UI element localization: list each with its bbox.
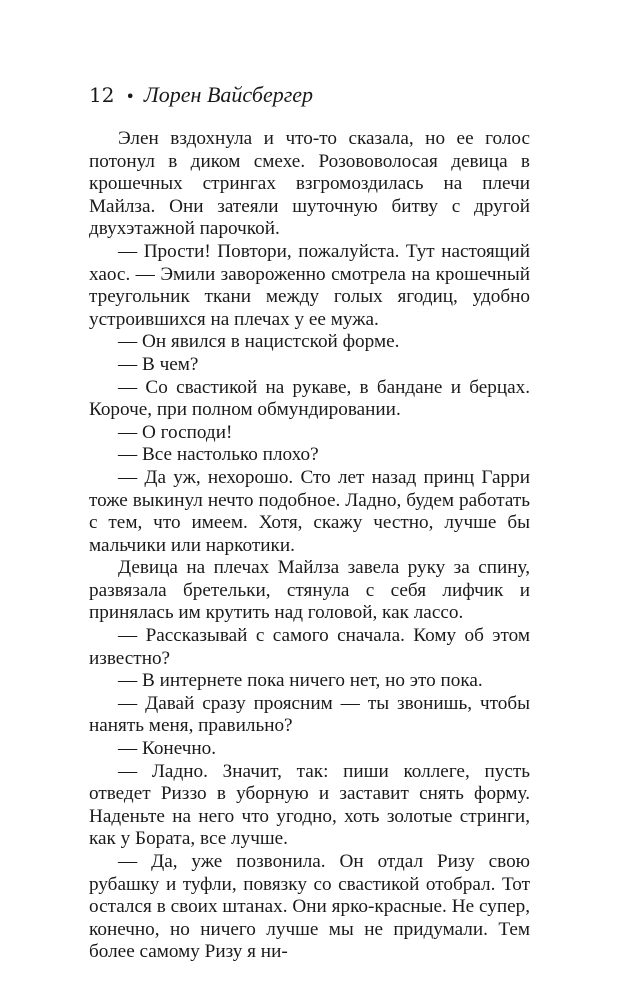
paragraph: — О господи! (118, 421, 233, 443)
body-text (89, 128, 530, 964)
paragraph: — Рассказывай с самого сначала. Кому об этом известно? (89, 625, 530, 669)
page-number: 12 (89, 83, 115, 107)
paragraph: — Ладно. Значит, так: пиши коллеге, пусть отведет Риззо в уборную и заставит снять форму. Наденьте на него что угодно, хоть золотые стринги, как у Бората, все лучше. (89, 760, 530, 850)
paragraph: Элен вздохнула и что-то сказала, но ее голос потонул в диком смехе. Розововолосая девица в крошечных стрингах взгромоздилась на плечи Майлза. Они затеяли шуточную битву с другой двухэтажной парочкой. (89, 128, 530, 240)
paragraph: — Со свастикой на рукаве, в бандане и берцах. Короче, при полном обмундировании. (89, 376, 530, 421)
paragraph: — Давай сразу проясним — ты звонишь, чтобы нанять меня, правильно? (89, 692, 530, 737)
running-header (89, 80, 549, 110)
header-separator: • (125, 87, 135, 106)
paragraph: — Да, уже позвонила. Он отдал Ризу свою рубашку и туфли, повязку со свастикой отобрал. Тот остался в своих штанах. Они ярко-красные. Не супер, конечно, но ничего лучше мы не придумали. Тем более самому Ризу я ни- (89, 851, 530, 963)
paragraph: — Да уж, нехорошо. Сто лет назад принц Гарри тоже выкинул нечто подобное. Ладно, будем работать с тем, что имеем. Хотя, скажу честно, лучше бы мальчики или наркотики. (89, 466, 530, 556)
paragraph: — Он явился в нацистской форме. (118, 331, 400, 353)
paragraph: — Все настолько плохо? (118, 444, 319, 466)
header-author: Лорен Вайсбергер (143, 82, 314, 107)
paragraph: — В чем? (118, 353, 199, 375)
paragraph: — В интернете пока ничего нет, но это пока. (118, 670, 483, 692)
paragraph: Девица на плечах Майлза завела руку за спину, развязала бретельки, стянула с себя лифчик и принялась им крутить над головой, как лассо. (89, 557, 530, 624)
paragraph: — Прости! Повтори, пожалуйста. Тут настоящий хаос. — Эмили завороженно смотрела на крошечный треугольник ткани между голых ягодиц, удобно устроившихся на плечах у ее мужа. (89, 240, 530, 330)
paragraph: — Конечно. (118, 738, 217, 760)
